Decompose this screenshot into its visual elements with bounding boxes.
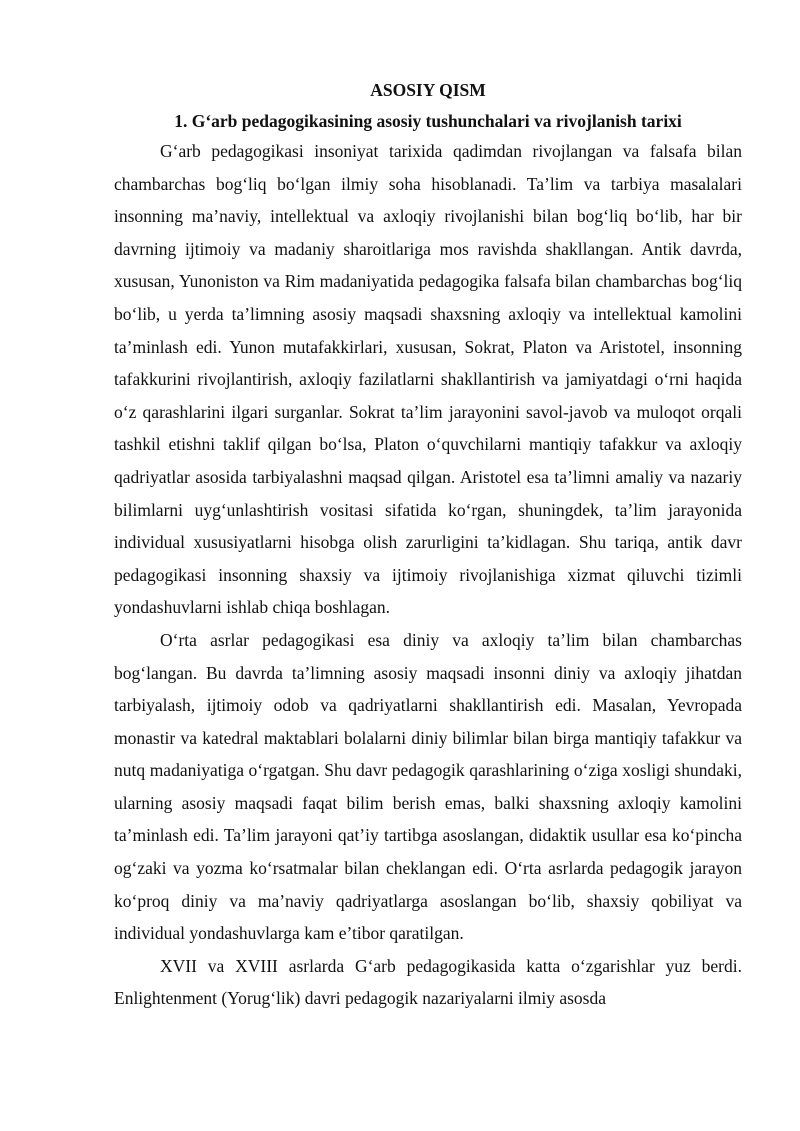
document-body <box>114 78 742 1015</box>
paragraph-antiquity: G‘arb pedagogikasi insoniyat tarixida qadimdan rivojlangan va falsafa bilan chambarchas bog‘liq bo‘lgan ilmiy soha hisoblanadi. Ta’lim va tarbiya masalalari insonning ma’naviy, intellektual va axloqiy rivojlanishi bilan bog‘liq bo‘lib, har bir davrning ijtimoiy va madaniy sharoitlariga mos ravishda shakllangan. Antik davrda, xususan, Yunoniston va Rim madaniyatida pedagogika falsafa bilan chambarchas bog‘liq bo‘lib, u yerda ta’limning asosiy maqsadi shaxsning axloqiy va intellektual kamolini ta’minlash edi. Yunon mutafakkirlari, xususan, Sokrat, Platon va Aristotel, insonning tafakkurini rivojlantirish, axloqiy fazilatlarni shakllantirish va jamiyatdagi o‘rni haqida o‘z qarashlarini ilgari surganlar. Sokrat ta’lim jarayonini savol-javob va muloqot orqali tashkil etishni taklif qilgan bo‘lsa, Platon o‘quvchilarni mantiqiy tafakkur va axloqiy qadriyatlar asosida tarbiyalashni maqsad qilgan. Aristotel esa ta’limni amaliy va nazariy bilimlarni uyg‘unlashtirish vositasi sifatida ko‘rgan, shuningdek, ta’lim jarayonida individual xususiyatlarni hisobga olish zarurligini ta’kidlagan. Shu tariqa, antik davr pedagogikasi insonning shaxsiy va ijtimoiy rivojlanishiga xizmat qiluvchi tizimli yondashuvlarni ishlab chiqa boshlagan. <box>114 141 742 618</box>
section-title: 1. G‘arb pedagogikasining asosiy tushunchalari va rivojlanish tarixi <box>174 111 682 131</box>
paragraph-middle-ages: O‘rta asrlar pedagogikasi esa diniy va axloqiy ta’lim bilan chambarchas bog‘langan. Bu davrda ta’limning asosiy maqsadi insonni diniy va axloqiy jihatdan tarbiyalash, ijtimoiy odob va qadriyatlarni shakllantirish edi. Masalan, Yevropada monastir va katedral maktablari bolalarni diniy bilimlar bilan birga mantiqiy tafakkur va nutq madaniyatiga o‘rgatgan. Shu davr pedagogik qarashlarining o‘ziga xosligi shundaki, ularning asosiy maqsadi faqat bilim berish emas, balki shaxsning axloqiy kamolini ta’minlash edi. Ta’lim jarayoni qat’iy tartibga asoslangan, didaktik usullar esa ko‘pincha og‘zaki va yozma ko‘rsatmalar bilan cheklangan edi. O‘rta asrlarda pedagogik jarayon ko‘proq diniy va ma’naviy qadriyatlarga asoslangan bo‘lib, shaxsiy qobiliyat va individual yondashuvlarga kam e’tibor qaratilgan. <box>114 629 742 944</box>
paragraph-enlightenment: XVII va XVIII asrlarda G‘arb pedagogikasida katta o‘zgarishlar yuz berdi. Enlightenment (Yorug‘lik) davri pedagogik nazariyalarni ilmiy asosda <box>114 955 742 1009</box>
page-title: ASOSIY QISM <box>370 80 486 100</box>
